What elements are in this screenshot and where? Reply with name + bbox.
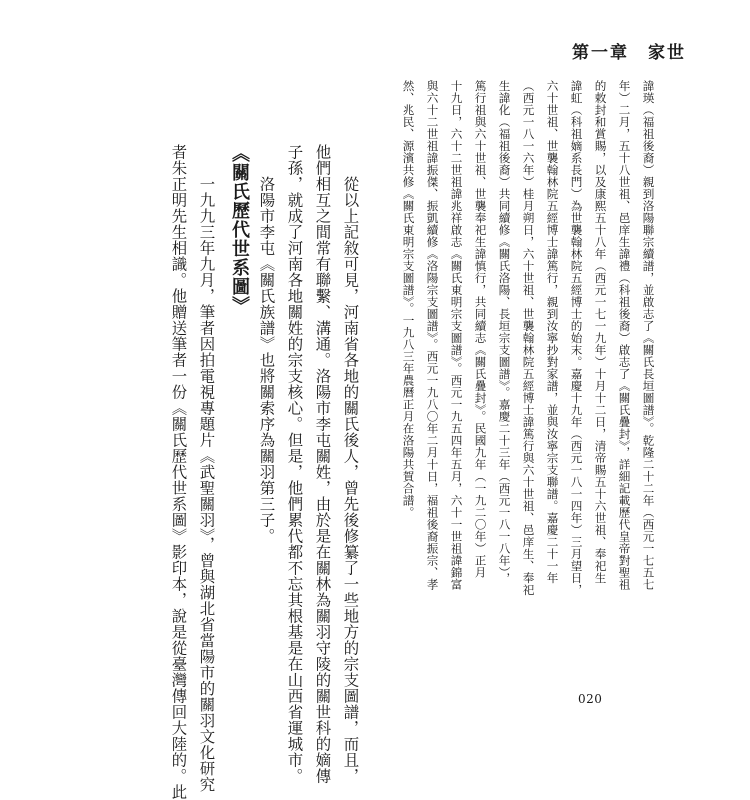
- quote-line: 諱虹（科祖嫡系長門）為世襲翰林院五經博士的始末。嘉慶十九年（西元一八一四年）三月望日，: [569, 80, 584, 596]
- body-line: 從以上記敘可見，河南省各地的關氏後人，曾先後修纂了一些地方的宗支圖譜，而且，: [341, 176, 360, 784]
- quote-line: （西元一八一六年）桂月朔日，六十世祖、世襲翰林院五經博士諱篤行與六十世祖、邑庠生、奉祀: [521, 80, 536, 596]
- quote-line: 與六十二世祖諱振傑、振凱續修《洛陽宗支圖譜》。西元一九八〇年二月十日，福祖後裔振宗、孝: [425, 80, 440, 591]
- chapter-title: 第一章 家世: [572, 43, 686, 63]
- body-line: 一九九三年九月，筆者因拍電視專題片《武聖關羽》，曾與湖北省當陽市的關羽文化研究: [197, 176, 216, 793]
- body-line: 他們相互之間常有聯繫、溝通。洛陽市李屯關姓，由於是在關林為關羽守陵的關世科的嫡傳: [313, 144, 332, 784]
- quote-line: 諱瑛（福祖後裔）親到洛陽聯宗續譜，並啟志了《關氏長垣圖譜》。乾隆二十二年（西元一七五七: [641, 80, 656, 591]
- body-line: 子孫，就成了河南各地關姓的宗支核心。但是，他們累代都不忘其根基是在山西省運城市。: [285, 144, 304, 784]
- body-line: 者朱正明先生相識。他贈送筆者一份《關氏歷代世系圖》影印本，說是從臺灣傳回大陸的。此: [169, 144, 188, 800]
- quote-line: 生諱化（福祖後裔）共同續修《關氏洛陽、長垣宗支圖譜》。嘉慶二十三年（西元一八一八年），: [497, 80, 512, 585]
- quote-line: 然、兆民、源濱共修《關氏東明宗支圖譜》。一九八三年農曆正月在洛陽共賀合譜。: [401, 80, 416, 519]
- body-line: 洛陽市李屯《關氏族譜》也將關索序為關羽第三子。: [257, 176, 276, 544]
- quote-line: 篤行祖與六十世祖、世襲奉祀生諱慎行，共同續志《關氏疊封》。民國九年（一九二〇年）正月: [473, 80, 488, 579]
- quote-line: 六十世祖、世襲翰林院五經博士諱篤行，親到汝寧抄對家譜，並與汝寧宗支聯譜。嘉慶二十一年: [545, 80, 560, 584]
- quote-line: 年）二月，五十八世祖、邑庠生諱禮（科祖後裔）啟志了《關氏疊封》，詳細記載歷代皇帝對聖祖: [617, 80, 632, 591]
- quote-line: 十九日，六十二世祖諱兆祥啟志《關氏東明宗支圖譜》。西元一九五四年五月，六十一世祖諱錦富: [449, 80, 464, 591]
- section-title: 《關氏歷代世系圖》: [229, 144, 250, 315]
- page-number: 020: [578, 692, 603, 706]
- quote-line: 的敕封和賞賜，以及康熙五十八年（西元一七一九年）十月十二日，清帝賜五十六世祖、奉祀生: [593, 80, 608, 584]
